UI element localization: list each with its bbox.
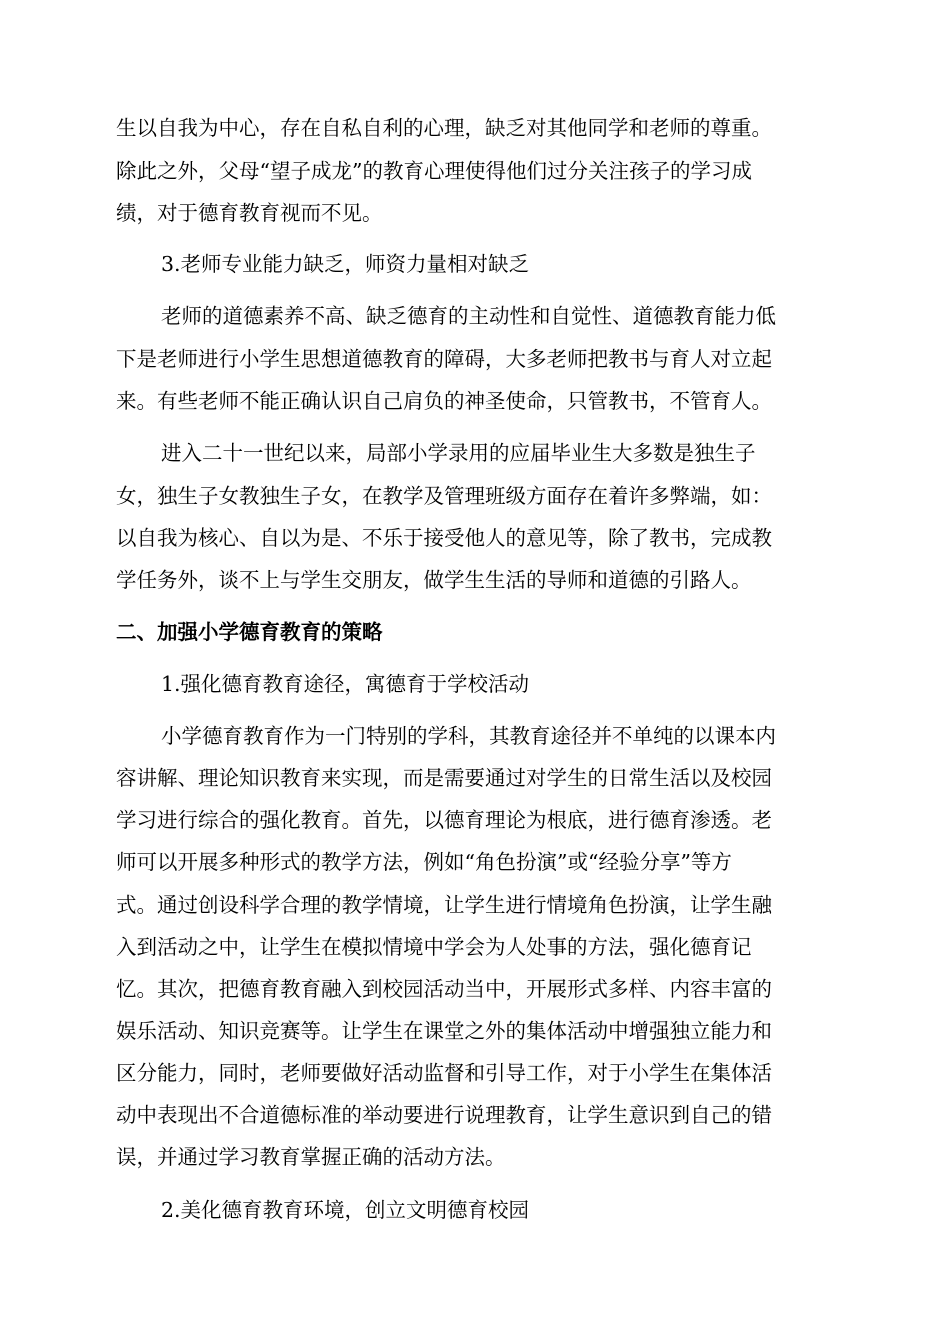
text-line: 学习进行综合的强化教育。首先，以德育理论为根底，进行德育渗透。老 bbox=[116, 808, 772, 832]
text-line: 绩，对于德育教育视而不见。 bbox=[116, 201, 383, 225]
text-line: 老师的道德素养不高、缺乏德育的主动性和自觉性、道德教育能力低 bbox=[161, 304, 776, 328]
text-line: 区分能力，同时，老师要做好活动监督和引导工作，对于小学生在集体活 bbox=[116, 1061, 772, 1085]
text-line: 来。有些老师不能正确认识自己肩负的神圣使命，只管教书，不管育人。 bbox=[116, 389, 772, 413]
text-line: 学任务外，谈不上与学生交朋友，做学生生活的导师和道德的引路人。 bbox=[116, 568, 752, 592]
text-line: 下是老师进行小学生思想道德教育的障碍，大多老师把教书与育人对立起 bbox=[116, 347, 772, 371]
text-line: 师可以开展多种形式的教学方法，例如“角色扮演”或“经验分享”等方 bbox=[116, 850, 732, 874]
text-line: 入到活动之中，让学生在模拟情境中学会为人处事的方法，强化德育记 bbox=[116, 935, 752, 959]
text-line: 容讲解、理论知识教育来实现，而是需要通过对学生的日常生活以及校园 bbox=[116, 766, 772, 790]
text-line: 除此之外，父母“望子成龙”的教育心理使得他们过分关注孩子的学习成 bbox=[116, 159, 752, 183]
text-line: 娱乐活动、知识竞赛等。让学生在课堂之外的集体活动中增强独立能力和 bbox=[116, 1019, 772, 1043]
text-line: 以自我为核心、自以为是、不乐于接受他人的意见等，除了教书，完成教 bbox=[116, 526, 772, 550]
text-line: 式。通过创设科学合理的教学情境，让学生进行情境角色扮演，让学生融 bbox=[116, 893, 772, 917]
text-line: 误，并通过学习教育掌握正确的活动方法。 bbox=[116, 1145, 506, 1169]
text-line: 忆。其次，把德育教育融入到校园活动当中，开展形式多样、内容丰富的 bbox=[116, 977, 772, 1001]
text-line: 小学德育教育作为一门特别的学科，其教育途径并不单纯的以课本内 bbox=[161, 724, 776, 748]
text-line: 动中表现出不合道德标准的举动要进行说理教育，让学生意识到自己的错 bbox=[116, 1103, 772, 1127]
text-line: 进入二十一世纪以来，局部小学录用的应届毕业生大多数是独生子 bbox=[161, 441, 756, 465]
text-line: 生以自我为中心，存在自私自利的心理，缺乏对其他同学和老师的尊重。 bbox=[116, 116, 772, 140]
text-line: 2.美化德育教育环境，创立文明德育校园 bbox=[161, 1198, 530, 1222]
text-line: 二、加强小学德育教育的策略 bbox=[116, 620, 383, 644]
text-line: 1.强化德育教育途径，寓德育于学校活动 bbox=[161, 672, 530, 696]
text-line: 3.老师专业能力缺乏，师资力量相对缺乏 bbox=[161, 252, 530, 276]
text-line: 女，独生子女教独生子女，在教学及管理班级方面存在着许多弊端，如： bbox=[116, 484, 772, 508]
